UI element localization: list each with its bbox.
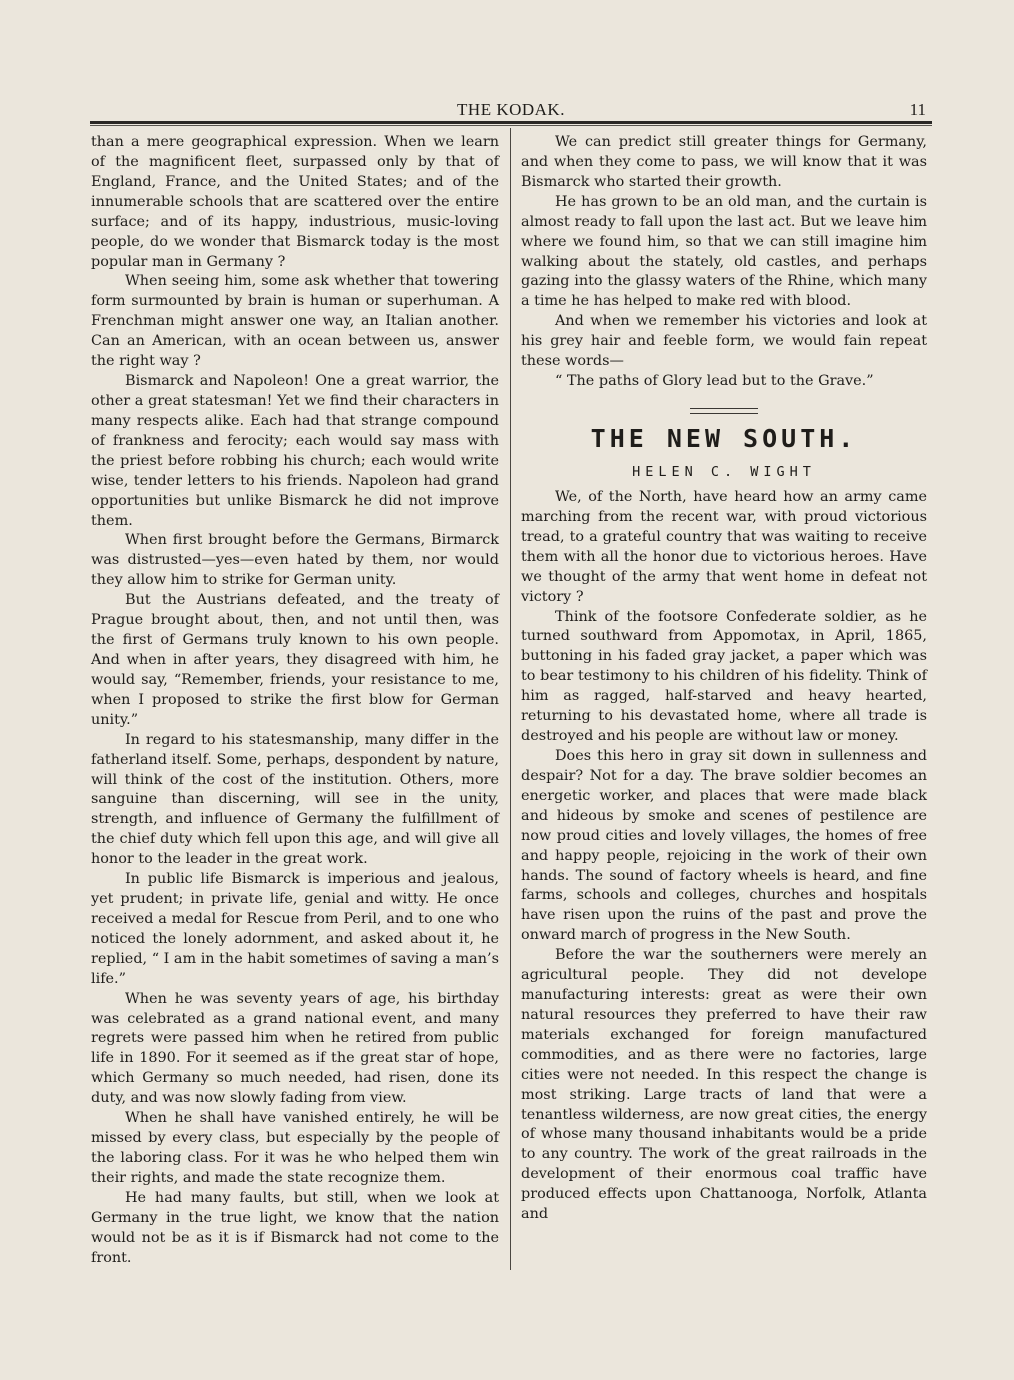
paragraph: Before the war the southerners were merely an agricultural people. They did not develope manufacturing interests: great as were their own natural resources they preferred to have their raw materials exchanged for foreign manufactured commodities, and as there were no factories, large cities were not needed. In this respect the change is most striking. Large tracts of land that were a tenantless wilderness, are now great cities, the energy of whose many thousand inhabitants would be a pride to any country. The work of the great railroads in the development of their enormous coal traffic have produced effects upon Chattanooga, Norfolk, Atlanta and: [521, 947, 927, 1223]
paragraph: And when we remember his victories and look at his grey hair and feeble form, we would fain repeat these words—: [521, 313, 927, 370]
paragraph: When seeing him, some ask whether that towering form surmounted by brain is human or superhuman. A Frenchman might answer one way, an Italian another. Can an American, with an ocean between us, answer the right way ?: [91, 273, 499, 370]
closing-quote: “ The paths of Glory lead but to the Grave.”: [555, 373, 874, 390]
paragraph: When first brought before the Germans, Birmarck was distrusted—yes—even hated by them, nor would they allow him to strike for German unity.: [91, 532, 499, 589]
paragraph: Does this hero in gray sit down in sullenness and despair? Not for a day. The brave soldier becomes an energetic worker, and places that were made black and hideous by smoke and scenes of pestilence are now proud cities and lovely villages, the homes of free and happy people, rejoicing in the work of their own hands. The sound of factory wheels is heard, and fine farms, schools and colleges, churches and hospitals have risen upon the ruins of the past and prove the onward march of progress in the New South.: [521, 747, 927, 944]
paragraph: than a mere geographical expression. When we learn of the magnificent fleet, surpassed only by that of England, France, and the United States; and of the innumerable schools that are scattered over the entire surface; and of its happy, industrious, music-loving people, do we wonder that Bismarck today is the most popular man in Germany ?: [91, 134, 499, 270]
paragraph: He has grown to be an old man, and the curtain is almost ready to fall upon the last act. But we leave him where we found him, so that we can still imagine him walking about the stately, old castles, and perhaps gazing into the glassy waters of the Rhine, which many a time he has helped to make red with blood.: [521, 193, 927, 310]
paragraph: We, of the North, have heard how an army came marching from the recent war, with proud victorious tread, to a grateful country that was waiting to receive them with all the honor due to victorious heroes. Have we thought of the army that went home in defeat not victory ?: [521, 488, 927, 605]
article-title: THE NEW SOUTH.: [590, 423, 858, 453]
paragraph: Bismarck and Napoleon! One a great warrior, the other a great statesman! Yet we find their characters in many respects alike. Each had that strange compound of frankness and ferocity; each would say mass with the priest before robbing his church; each would write wise, tender letters to his friends. Napoleon had grand opportunities but unlike Bismarck he did not improve them.: [91, 373, 499, 529]
column-divider: [510, 128, 511, 1270]
running-header: [90, 100, 932, 122]
paragraph: When he was seventy years of age, his birthday was celebrated as a grand national event, and many regrets were passed him when he retired from public life in 1890. For it seemed as if the great star of hope, which Germany so much needed, had risen, done its duty, and was now slowly fading from view.: [91, 990, 499, 1107]
header-rule-thick: [90, 121, 932, 124]
paragraph: He had many faults, but still, when we look at Germany in the true light, we know that the nation would not be as it is if Bismarck had not come to the front.: [91, 1189, 499, 1266]
paragraph: We can predict still greater things for Germany, and when they come to pass, we will know that it was Bismarck who started their growth.: [521, 134, 927, 190]
publication-title: THE KODAK.: [457, 100, 565, 119]
paragraph: Think of the footsore Confederate soldier, as he turned southward from Appomotax, in April, 1865, buttoning in his faded gray jacket, a paper which was to bear testimony to his children of his fidelity. Think of him as ragged, half-starved and heavy hearted, returning to his devastated home, where all trade is destroyed and his people are without law or money.: [521, 608, 927, 745]
paragraph: But the Austrians defeated, and the treaty of Prague brought about, then, and not until then, was the first of Germans truly known to his own people. And when in after years, they disagreed with him, he would say, “Remember, friends, your resistance to me, when I proposed to strike the first blow for German unity.”: [91, 592, 499, 728]
article-byline: HELEN C. WIGHT: [632, 463, 816, 480]
right-column: [521, 133, 927, 1225]
paragraph: In public life Bismarck is imperious and jealous, yet prudent; in private life, genial and witty. He once received a medal for Rescue from Peril, and to one who noticed the lonely adornment, and asked about it, he replied, “ I am in the habit sometimes of saving a man’s life.”: [91, 871, 499, 987]
paragraph: In regard to his statesmanship, many differ in the fatherland itself. Some, perhaps, despondent by nature, will think of the cost of the institution. Others, more sanguine than discerning, will see in the unity, strength, and influence of Germany the fulfillment of the chief duty which fell upon this age, and will give all honor to the leader in the great work.: [91, 731, 499, 868]
page-number: 11: [909, 100, 926, 119]
section-divider: [690, 408, 758, 414]
left-column: [91, 133, 499, 1269]
header-rule-thin: [90, 125, 932, 126]
paragraph: When he shall have vanished entirely, he will be missed by every class, but especially by the people of the laboring class. For it was he who helped them win their rights, and made the state recognize them.: [91, 1110, 499, 1186]
